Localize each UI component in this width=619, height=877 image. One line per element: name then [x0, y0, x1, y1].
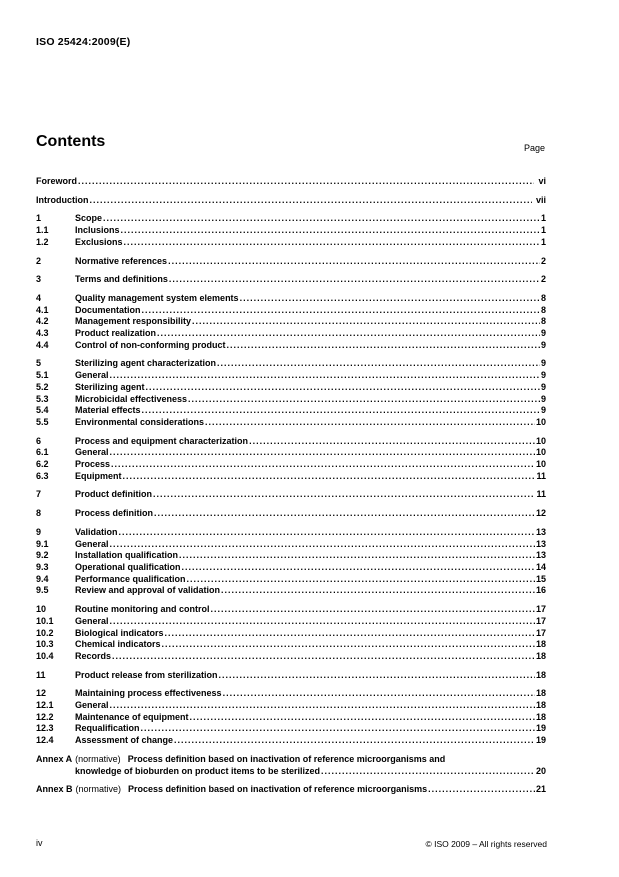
toc-entry-page: 11: [536, 489, 546, 500]
dot-leader: [165, 628, 535, 640]
dot-leader: [162, 639, 535, 651]
toc-entry-number: 5.2: [36, 381, 49, 392]
toc-entry-title: Product release from sterilization: [75, 669, 218, 680]
toc-entry: [36, 213, 546, 225]
document-code: ISO 25424:2009(E): [36, 36, 131, 48]
toc-entry: [36, 447, 546, 459]
toc-entry: [36, 735, 546, 747]
annex-label: Annex A: [36, 753, 73, 764]
toc-entry-title: Documentation: [75, 304, 141, 315]
toc-entry: [36, 604, 546, 616]
dot-leader: [157, 328, 540, 340]
dot-leader: [221, 585, 535, 597]
toc-entry-title: General: [75, 538, 109, 549]
toc-entry-page: 18: [535, 688, 546, 699]
toc-entry: [36, 417, 546, 429]
toc-entry-title: General: [75, 615, 109, 626]
toc-entry-title: Microbicidal effectiveness: [75, 393, 188, 404]
toc-entry: [36, 436, 546, 448]
toc-entry-page: 14: [535, 561, 546, 572]
toc-entry-title: Inclusions: [75, 225, 120, 236]
dot-leader: [205, 417, 535, 429]
toc-entry-number: 7: [36, 489, 42, 500]
toc-entry: [36, 670, 546, 682]
toc-entry-number: 4.2: [36, 316, 49, 327]
toc-entry-page: 16: [535, 585, 546, 596]
toc-entry-title: Sterilizing agent: [75, 381, 145, 392]
toc-entry: [36, 651, 546, 663]
toc-entry-title: Validation: [75, 526, 118, 537]
toc-entry: [36, 550, 546, 562]
dot-leader: [219, 670, 535, 682]
dot-leader: [174, 735, 535, 747]
dot-leader: [78, 176, 534, 188]
toc-group: [36, 670, 546, 682]
toc-entry: [36, 527, 546, 539]
dot-leader: [142, 405, 540, 417]
toc-entry: [36, 405, 546, 417]
toc-group: [36, 527, 546, 597]
toc-entry-title: Routine monitoring and control: [75, 604, 210, 615]
toc-entry-title: General: [75, 700, 109, 711]
toc-entry-number: 6.1: [36, 447, 49, 458]
toc-entry-title: Exclusions: [75, 236, 123, 247]
dot-leader: [153, 489, 535, 501]
toc-entry-page: 13: [535, 550, 546, 561]
toc-group: [36, 508, 546, 520]
toc-group: [36, 604, 546, 663]
annex-entry-continuation: [36, 766, 546, 778]
toc-entry-title: Product definition: [75, 489, 152, 500]
toc-entry-label: Introduction: [36, 194, 89, 205]
toc-entry: [36, 176, 546, 188]
toc-entry: [36, 195, 546, 207]
toc-entry-number: 10.1: [36, 615, 54, 626]
toc-entry-number: 6.3: [36, 470, 49, 481]
toc-entry-title: Terms and definitions: [75, 274, 168, 285]
toc-entry-number: 10.4: [36, 650, 54, 661]
toc-entry-number: 1: [36, 213, 42, 224]
toc-entry: [36, 574, 546, 586]
toc-entry-page: 17: [535, 615, 546, 626]
toc-entry-number: 12.4: [36, 735, 54, 746]
toc-entry-number: 10: [36, 604, 47, 615]
toc-entry: [36, 616, 546, 628]
toc-entry-page: 13: [535, 538, 546, 549]
toc-entry-page: 17: [535, 627, 546, 638]
toc-entry-title: Scope: [75, 213, 103, 224]
toc-entry: [36, 274, 546, 286]
dot-leader: [111, 459, 535, 471]
toc-entry-number: 3: [36, 274, 42, 285]
toc-entry-page: 1: [540, 213, 546, 224]
toc-entry-page: 9: [540, 393, 546, 404]
toc-entry-page: 1: [540, 225, 546, 236]
toc-entry-number: 8: [36, 508, 42, 519]
toc-entry-number: 12: [36, 688, 47, 699]
dot-leader: [190, 712, 535, 724]
annex-title: Process definition based on inactivation of reference microorganisms and: [127, 753, 446, 764]
dot-leader: [110, 370, 540, 382]
toc-entry-page: 10: [535, 459, 546, 470]
toc-entry: [36, 305, 546, 317]
toc-group: [36, 274, 546, 286]
toc-entry-title: Review and approval of validation: [75, 585, 221, 596]
toc-entry-title: Records: [75, 650, 112, 661]
toc-entry-number: 10.3: [36, 639, 54, 650]
toc-entry-title: Biological indicators: [75, 627, 164, 638]
footer-page-number: iv: [36, 838, 43, 848]
toc-entry-page: 10: [535, 435, 546, 446]
toc-entry-number: 1.2: [36, 236, 49, 247]
toc-entry: [36, 328, 546, 340]
toc-entry-page: 18: [535, 711, 546, 722]
dot-leader: [110, 700, 535, 712]
toc-entry-page: vii: [535, 194, 546, 205]
toc-entry-page: 9: [540, 381, 546, 392]
dot-leader: [142, 305, 540, 317]
toc-entry-page: vi: [538, 176, 546, 186]
toc-entry-number: 4.1: [36, 304, 49, 315]
toc-group: [36, 256, 546, 268]
toc-entry: [36, 382, 546, 394]
toc-entry-number: 10.2: [36, 627, 54, 638]
dot-leader: [154, 508, 535, 520]
toc-entry-page: 9: [540, 370, 546, 381]
dot-leader: [192, 316, 540, 328]
toc-entry-number: 1.1: [36, 225, 49, 236]
toc-entry: [36, 585, 546, 597]
toc-entry-page: 18: [535, 639, 546, 650]
toc-entry-page: 2: [540, 274, 546, 285]
dot-leader: [249, 436, 535, 448]
dot-leader: [124, 237, 540, 249]
dot-leader: [110, 447, 535, 459]
toc-entry-number: 5.5: [36, 416, 49, 427]
toc-entry-number: 9.5: [36, 585, 49, 596]
toc-entry: [36, 293, 546, 305]
dot-leader: [169, 274, 540, 286]
toc-entry-number: 4.4: [36, 339, 49, 350]
toc-entry-number: 9.2: [36, 550, 49, 561]
annex-title: Process definition based on inactivation of reference microorganisms: [128, 784, 428, 795]
dot-leader: [226, 340, 540, 352]
toc-entry: [36, 723, 546, 735]
annex-entry: [36, 754, 546, 766]
dot-leader: [146, 382, 540, 394]
toc-entry-page: 18: [535, 650, 546, 661]
toc-entry-page: 9: [540, 339, 546, 350]
toc-entry-title: General: [75, 370, 109, 381]
toc-entry-number: 9.4: [36, 573, 49, 584]
toc-group: [36, 213, 546, 248]
dot-leader: [217, 358, 540, 370]
toc-group: [36, 688, 546, 747]
toc-entry-number: 2: [36, 255, 42, 266]
toc-entry-number: 4.3: [36, 328, 49, 339]
toc-entry: [36, 539, 546, 551]
toc-entry-label: Foreword: [36, 176, 78, 186]
toc-entry-page: 8: [540, 292, 546, 303]
toc-entry-page: 8: [540, 304, 546, 315]
toc-group: [36, 784, 546, 796]
dot-leader: [240, 293, 540, 305]
toc-entry-title: Control of non-conforming product: [75, 339, 226, 350]
toc-entry-title: Assessment of change: [75, 735, 174, 746]
dot-leader: [211, 604, 535, 616]
toc-entry-number: 11: [36, 669, 46, 680]
toc-entry-title: Maintaining process effectiveness: [75, 688, 222, 699]
toc-entry: [36, 712, 546, 724]
toc-entry-title: Installation qualification: [75, 550, 179, 561]
toc-entry: [36, 489, 546, 501]
toc-entry: [36, 628, 546, 640]
toc-entry-title: Environmental considerations: [75, 416, 205, 427]
toc-entry-title: Management responsibility: [75, 316, 192, 327]
toc-entry: [36, 340, 546, 352]
toc-entry-title: Equipment: [75, 470, 122, 481]
annex-qualifier: (normative): [75, 753, 121, 764]
dot-leader: [141, 723, 535, 735]
dot-leader: [110, 539, 535, 551]
toc-group: [36, 754, 546, 777]
toc-entry-page: 18: [535, 700, 546, 711]
toc-entry: [36, 394, 546, 406]
dot-leader: [168, 256, 540, 268]
annex-qualifier: (normative): [75, 784, 122, 795]
dot-leader: [187, 574, 535, 586]
toc-entry-page: 12: [535, 508, 546, 519]
dot-leader: [123, 471, 536, 483]
annex-label: Annex B: [36, 784, 73, 795]
toc-entry-page: 9: [540, 405, 546, 416]
toc-entry-page: 18: [535, 669, 546, 680]
dot-leader: [179, 550, 535, 562]
footer-copyright: © ISO 2009 – All rights reserved: [425, 839, 547, 849]
toc-entry-number: 9.1: [36, 538, 49, 549]
toc-entry-title: Normative references: [75, 255, 168, 266]
toc-entry-page: 11: [536, 470, 546, 481]
dot-leader: [90, 195, 532, 207]
toc-entry-number: 5.1: [36, 370, 49, 381]
dot-leader: [428, 784, 535, 796]
dot-leader: [110, 616, 535, 628]
toc-entry-number: 12.3: [36, 723, 54, 734]
toc-entry-title: Process definition: [75, 508, 154, 519]
toc-entry: [36, 459, 546, 471]
dot-leader: [321, 766, 535, 778]
toc-entry: [36, 688, 546, 700]
toc-entry-title: Requalification: [75, 723, 140, 734]
toc-entry-page: 19: [535, 723, 546, 734]
dot-leader: [121, 225, 540, 237]
toc-entry: [36, 237, 546, 249]
toc-entry-page: 10: [535, 416, 546, 427]
toc-entry-number: 9: [36, 526, 42, 537]
toc-entry-title: Quality management system elements: [75, 292, 239, 303]
dot-leader: [188, 394, 540, 406]
toc-entry-title: Process and equipment characterization: [75, 435, 249, 446]
toc-entry-number: 12.1: [36, 700, 54, 711]
toc-entry-title: Process: [75, 459, 111, 470]
toc-entry: [36, 358, 546, 370]
toc-entry: [36, 700, 546, 712]
toc-entry-page: 19: [535, 735, 546, 746]
toc-entry: [36, 471, 546, 483]
toc-entry: [36, 639, 546, 651]
dot-leader: [223, 688, 535, 700]
toc-entry-title: Sterilizing agent characterization: [75, 358, 217, 369]
page-column-label: Page: [523, 143, 545, 153]
annex-title-continued: knowledge of bioburden on product items to be sterilized: [75, 765, 321, 776]
dot-leader: [112, 651, 535, 663]
toc-entry-title: Performance qualification: [75, 573, 186, 584]
toc-entry-page: 10: [535, 447, 546, 458]
toc-entry-page: 17: [535, 604, 546, 615]
toc-entry-title: Operational qualification: [75, 561, 181, 572]
toc-entry-number: 12.2: [36, 711, 54, 722]
toc-entry-number: 5.3: [36, 393, 49, 404]
toc-entry-title: Chemical indicators: [75, 639, 161, 650]
toc-entry-number: 6: [36, 435, 42, 446]
toc-entry-number: 9.3: [36, 561, 49, 572]
toc-entry-page: 1: [540, 236, 546, 247]
dot-leader: [119, 527, 535, 539]
toc-entry-title: General: [75, 447, 109, 458]
toc-entry: [36, 256, 546, 268]
toc-group: [36, 176, 546, 188]
toc-entry-page: 13: [535, 526, 546, 537]
dot-leader: [103, 213, 540, 225]
toc-entry-title: Maintenance of equipment: [75, 711, 189, 722]
toc-entry-page: 15: [535, 573, 546, 584]
toc-group: [36, 293, 546, 352]
toc-entry-number: 4: [36, 292, 42, 303]
annex-page: 20: [535, 765, 546, 776]
toc-entry-number: 5: [36, 358, 42, 369]
toc-entry-title: Material effects: [75, 405, 141, 416]
dot-leader: [182, 562, 535, 574]
toc-entry-page: 2: [540, 255, 546, 266]
toc-entry: [36, 316, 546, 328]
toc-group: [36, 358, 546, 428]
toc-entry: [36, 562, 546, 574]
toc-entry: [36, 225, 546, 237]
toc-entry-number: 6.2: [36, 459, 49, 470]
contents-heading: Contents: [36, 133, 106, 150]
toc-entry-page: 9: [540, 328, 546, 339]
toc-group: [36, 195, 546, 207]
toc-group: [36, 436, 546, 483]
toc-entry-number: 5.4: [36, 405, 49, 416]
toc-entry: [36, 508, 546, 520]
toc-group: [36, 489, 546, 501]
toc-entry-page: 9: [540, 358, 546, 369]
toc-entry: [36, 370, 546, 382]
annex-page: 21: [535, 784, 546, 795]
annex-entry: [36, 784, 546, 796]
toc-entry-title: Product realization: [75, 328, 157, 339]
toc-entry-page: 8: [540, 316, 546, 327]
toc-list: [36, 176, 546, 803]
